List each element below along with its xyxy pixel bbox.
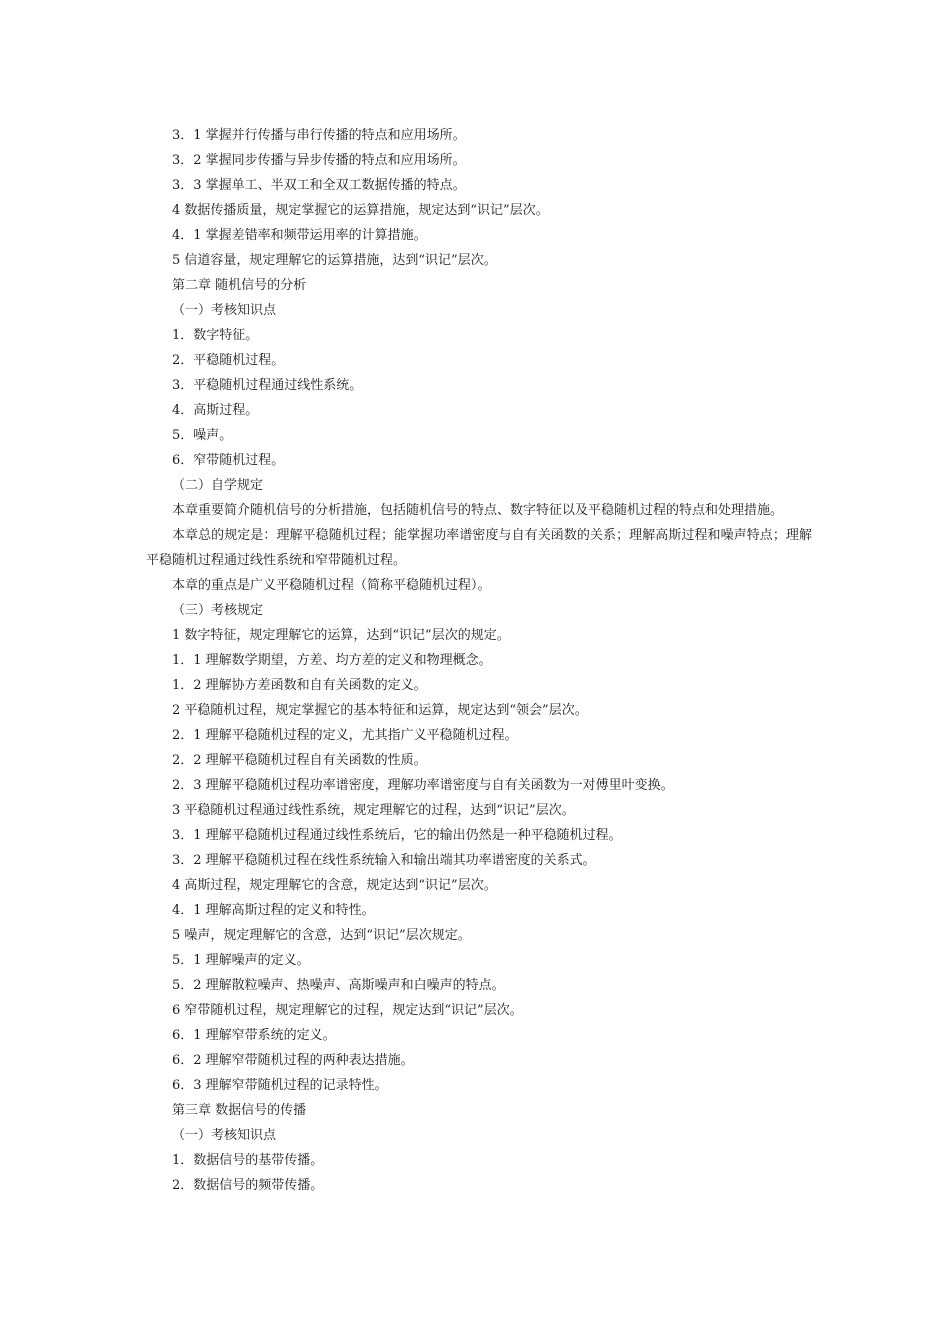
chapter-heading: 第三章 数据信号的传播 [172,1103,307,1118]
text-line: 3．3 掌握单工、半双工和全双工数据传播的特点。 [172,178,466,193]
text-line: 3．1 理解平稳随机过程通过线性系统后，它的输出仍然是一种平稳随机过程。 [172,828,622,843]
text-line: 3．2 理解平稳随机过程在线性系统输入和输出端其功率谱密度的关系式。 [172,853,596,868]
text-line: 2．1 理解平稳随机过程的定义，尤其指广义平稳随机过程。 [172,728,518,743]
text-line: 3 平稳随机过程通过线性系统，规定理解它的过程，达到“识记”层次。 [172,803,575,818]
text-line: 5．2 理解散粒噪声、热噪声、高斯噪声和白噪声的特点。 [172,978,505,993]
list-item: 6．窄带随机过程。 [172,453,285,468]
list-item: 1．数据信号的基带传播。 [172,1153,324,1168]
document-body [146,123,812,1198]
text-line: 1．1 理解数学期望，方差、均方差的定义和物理概念。 [172,653,492,668]
text-line: 5 噪声，规定理解它的含意，达到“识记”层次规定。 [172,928,471,943]
text-line: 2．2 理解平稳随机过程自有关函数的性质。 [172,753,427,768]
text-line: 2．3 理解平稳随机过程功率谱密度，理解功率谱密度与自有关函数为一对傅里叶变换。 [172,778,674,793]
text-line: 4 高斯过程，规定理解它的含意，规定达到“识记”层次。 [172,878,497,893]
text-line: 4 数据传播质量，规定掌握它的运算措施，规定达到“识记”层次。 [172,203,549,218]
text-line: 1 数字特征，规定理解它的运算，达到“识记”层次的规定。 [172,628,510,643]
list-item: 2．数据信号的频带传播。 [172,1178,324,1193]
chapter-heading: 第二章 随机信号的分析 [172,278,307,293]
section-heading: （二）自学规定 [172,478,264,493]
list-item: 3．平稳随机过程通过线性系统。 [172,378,363,393]
text-line: 5 信道容量，规定理解它的运算措施，达到“识记”层次。 [172,253,497,268]
text-line: 3．1 掌握并行传播与串行传播的特点和应用场所。 [172,128,466,143]
paragraph: 本章重要简介随机信号的分析措施，包括随机信号的特点、数字特征以及平稳随机过程的特点和处理措施。 [172,503,784,518]
text-line: 4．1 理解高斯过程的定义和特性。 [172,903,375,918]
list-item: 4．高斯过程。 [172,403,259,418]
text-line: 3．2 掌握同步传播与异步传播的特点和应用场所。 [172,153,466,168]
list-item: 1．数字特征。 [172,328,259,343]
text-line: 2 平稳随机过程，规定掌握它的基本特征和运算，规定达到“领会”层次。 [172,703,588,718]
text-line: 4．1 掌握差错率和频带运用率的计算措施。 [172,228,427,243]
paragraph: 本章总的规定是：理解平稳随机过程；能掌握功率谱密度与自有关函数的关系；理解高斯过程和噪声特点；理解平稳随机过程通过线性系统和窄带随机过程。 [146,528,812,568]
text-line: 6．1 理解窄带系统的定义。 [172,1028,336,1043]
text-line: 6．2 理解窄带随机过程的两种表达措施。 [172,1053,414,1068]
text-line: 6．3 理解窄带随机过程的记录特性。 [172,1078,388,1093]
text-line: 本章的重点是广义平稳随机过程（简称平稳随机过程）。 [172,578,491,593]
section-heading: （一）考核知识点 [172,303,277,318]
list-item: 5．噪声。 [172,428,233,443]
text-line: 5．1 理解噪声的定义。 [172,953,310,968]
list-item: 2．平稳随机过程。 [172,353,285,368]
section-heading: （一）考核知识点 [172,1128,277,1143]
section-heading: （三）考核规定 [172,603,264,618]
text-line: 6 窄带随机过程，规定理解它的过程，规定达到“识记”层次。 [172,1003,523,1018]
text-line: 1．2 理解协方差函数和自有关函数的定义。 [172,678,427,693]
